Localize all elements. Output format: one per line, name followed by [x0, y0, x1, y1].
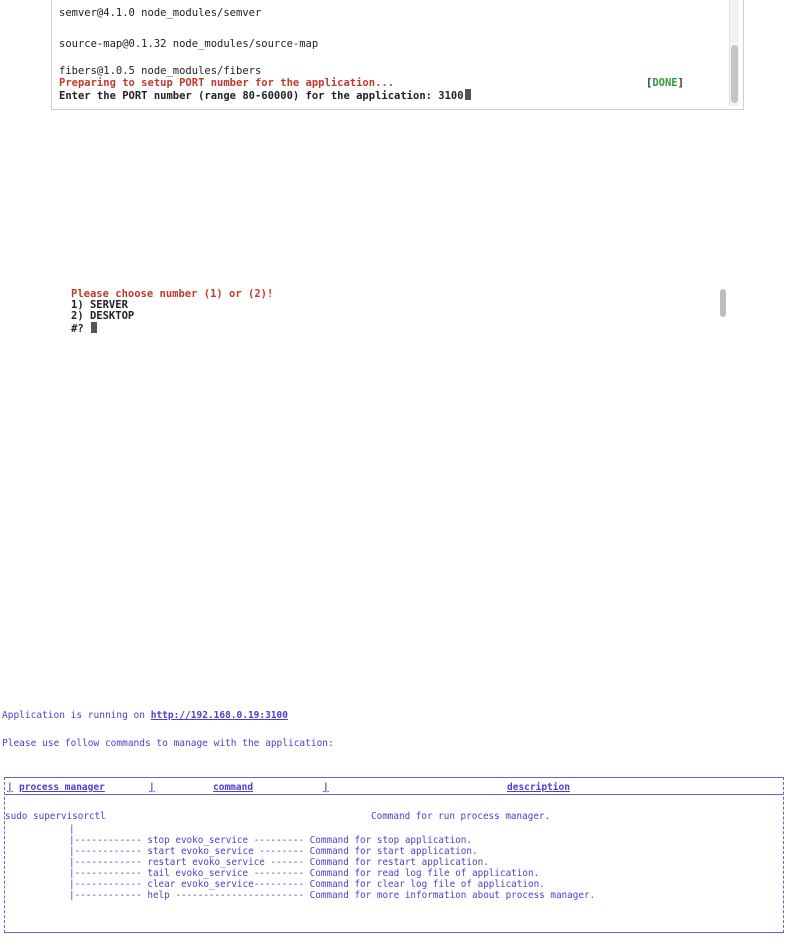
- table-row: |------------ start evoko_service -------- Command for start application.: [69, 846, 478, 857]
- header-separator: |: [7, 782, 13, 793]
- table-row: |------------ tail evoko_service --------- Command for read log file of application.: [69, 868, 540, 879]
- status-bracket-close: ]: [677, 77, 684, 89]
- tree-connector: |: [69, 824, 75, 835]
- cell-description: Command for run process manager.: [371, 811, 551, 822]
- terminal-line: fibers@1.0.5 node_modules/fibers: [59, 65, 262, 77]
- instruction-text: Please use follow commands to manage with the application:: [2, 738, 334, 749]
- header-separator: |: [149, 782, 155, 793]
- terminal-line-preparing: Preparing to setup PORT number for the application...: [59, 77, 395, 89]
- terminal-window-install: [51, 0, 744, 110]
- commands-table: [4, 777, 784, 933]
- header-process-manager: process manager: [19, 782, 105, 793]
- status-bracket-open: [: [646, 77, 653, 89]
- input-prompt: #?: [71, 323, 84, 335]
- running-line: [2, 710, 288, 721]
- option-server: 1) SERVER: [71, 299, 128, 311]
- table-row: |------------ clear evoko_service--------- Command for clear log file of application.: [69, 879, 545, 890]
- table-row: |------------ help ----------------------- Command for more information about process manager.: [69, 890, 596, 901]
- table-row-main: [5, 812, 106, 822]
- text-cursor: [91, 322, 97, 333]
- running-prefix: Application is running on: [2, 710, 151, 721]
- port-prompt: Enter the PORT number (range 80-60000) for the application: 3100: [59, 90, 464, 102]
- header-description: description: [507, 782, 570, 793]
- text-cursor: [465, 89, 471, 100]
- app-url-link[interactable]: http://192.168.0.19:3100: [150, 710, 288, 721]
- cell-command: sudo supervisorctl: [5, 811, 106, 822]
- scrollbar-thumb[interactable]: [731, 45, 738, 103]
- scrollbar[interactable]: [729, 0, 739, 106]
- status-badge: [646, 77, 684, 89]
- terminal-window-choose-mode: [64, 284, 744, 348]
- choose-prompt: Please choose number (1) or (2)!: [71, 288, 274, 300]
- terminal-line: semver@4.1.0 node_modules/semver: [59, 7, 262, 19]
- header-command: command: [213, 782, 254, 793]
- table-row: |------------ stop evoko_service --------- Command for stop application.: [69, 835, 472, 846]
- status-done: DONE: [652, 77, 678, 89]
- scrollbar[interactable]: [719, 286, 728, 348]
- help-output: [0, 700, 794, 943]
- header-separator: |: [323, 782, 329, 793]
- table-header: [5, 782, 783, 795]
- selection-input-line[interactable]: [71, 322, 97, 335]
- terminal-line: source-map@0.1.32 node_modules/source-map: [59, 38, 319, 50]
- table-row: |------------ restart evoko_service ------ Command for restart application.: [69, 857, 489, 868]
- port-input-line[interactable]: [59, 89, 471, 102]
- option-desktop: 2) DESKTOP: [71, 310, 135, 322]
- scrollbar-thumb[interactable]: [720, 289, 726, 317]
